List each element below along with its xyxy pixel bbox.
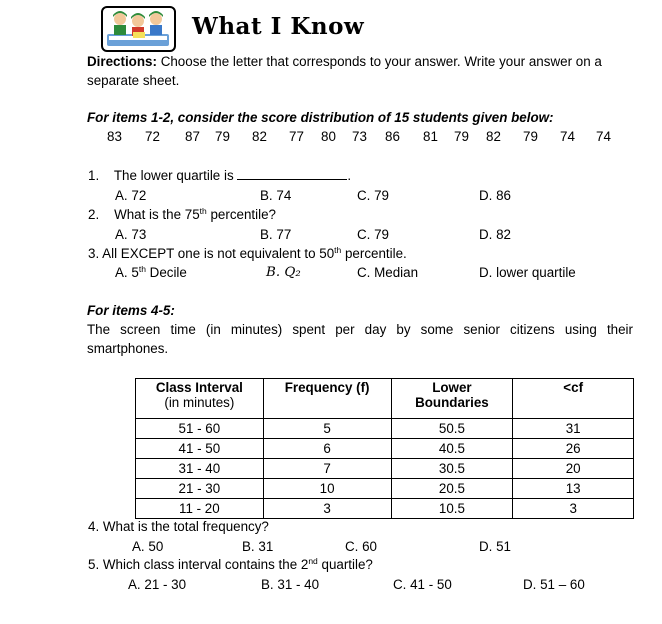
table-row xyxy=(136,439,634,459)
choice-4a: A. 50 xyxy=(132,539,164,554)
score-value: 86 xyxy=(385,129,400,144)
choice-2d: D. 82 xyxy=(479,227,512,242)
score-value: 80 xyxy=(321,129,336,144)
choice-2a: A. 73 xyxy=(115,227,147,242)
cell-cf: 26 xyxy=(513,439,634,459)
choice-2b: B. 77 xyxy=(260,227,292,242)
header-class-interval xyxy=(136,379,264,419)
score-value: 82 xyxy=(486,129,501,144)
question-stem-after: percentile. xyxy=(341,246,407,261)
cell-cf: 20 xyxy=(513,459,634,479)
choice-5b: B. 31 - 40 xyxy=(261,577,320,592)
items-4-5-heading: For items 4-5: xyxy=(87,303,175,318)
directions-text: Choose the letter that corresponds to your answer. Write your answer on a separate sheet. xyxy=(87,54,602,88)
choice-5c: C. 41 - 50 xyxy=(393,577,452,592)
ordinal-suffix: th xyxy=(199,206,207,216)
question-stem: The lower quartile is xyxy=(113,168,234,183)
score-value: 83 xyxy=(107,129,122,144)
question-3 xyxy=(88,246,407,261)
answer-blank xyxy=(237,168,347,180)
cell-class-interval: 11 - 20 xyxy=(136,499,264,519)
question-5 xyxy=(88,557,373,572)
score-value: 81 xyxy=(423,129,438,144)
score-value: 74 xyxy=(560,129,575,144)
cell-class-interval: 41 - 50 xyxy=(136,439,264,459)
header-subtext: (in minutes) xyxy=(164,395,235,410)
items-1-2-heading: For items 1-2, consider the score distribution of 15 students given below: xyxy=(87,110,554,125)
choice-3c: C. Median xyxy=(357,265,419,280)
score-value: 79 xyxy=(454,129,469,144)
items-4-5-text: The screen time (in minutes) spent per day by some senior citizens using their smartphones. xyxy=(87,322,633,356)
page-title: What I Know xyxy=(192,13,365,40)
header-text: Lower xyxy=(432,380,472,395)
question-4: 4. What is the total frequency? xyxy=(88,519,269,534)
choice-text: A. 5 xyxy=(115,265,139,280)
choice-3d: D. lower quartile xyxy=(479,265,576,280)
score-value: 79 xyxy=(215,129,230,144)
choice-1a: A. 72 xyxy=(115,188,147,203)
cell-cf: 31 xyxy=(513,419,634,439)
question-stem: What is the 75 xyxy=(114,207,200,222)
question-1 xyxy=(88,168,351,183)
choice-1c: C. 79 xyxy=(357,188,390,203)
cell-lower-boundary: 50.5 xyxy=(391,419,513,439)
table-header-row xyxy=(136,379,634,419)
cell-cf: 3 xyxy=(513,499,634,519)
choice-text-after: Decile xyxy=(145,265,187,280)
cell-lower-boundary: 40.5 xyxy=(391,439,513,459)
score-value: 77 xyxy=(289,129,304,144)
table-row xyxy=(136,459,634,479)
cell-lower-boundary: 10.5 xyxy=(391,499,513,519)
header-subtext: Boundaries xyxy=(415,395,489,410)
header-frequency xyxy=(263,379,391,419)
students-reading-icon xyxy=(101,6,176,52)
question-stem-after: quartile? xyxy=(317,557,373,572)
cell-lower-boundary: 20.5 xyxy=(391,479,513,499)
question-number: 3. xyxy=(88,246,100,261)
cell-cf: 13 xyxy=(513,479,634,499)
directions-label: Directions: xyxy=(87,54,157,69)
score-value: 87 xyxy=(185,129,200,144)
ordinal-suffix: nd xyxy=(308,556,318,566)
choice-5d: D. 51 – 60 xyxy=(523,577,585,592)
cell-class-interval: 21 - 30 xyxy=(136,479,264,499)
table-row xyxy=(136,479,634,499)
cell-class-interval: 51 - 60 xyxy=(136,419,264,439)
question-stem-after: percentile? xyxy=(206,207,276,222)
cell-frequency: 5 xyxy=(263,419,391,439)
cell-lower-boundary: 30.5 xyxy=(391,459,513,479)
score-value: 72 xyxy=(145,129,160,144)
header-text: Class Interval xyxy=(155,380,243,395)
choice-4b: B. 31 xyxy=(242,539,274,554)
choice-3b: B. Q₂ xyxy=(266,265,301,280)
cell-frequency: 3 xyxy=(263,499,391,519)
question-stem: 5. Which class interval contains the 2 xyxy=(88,557,309,572)
cell-frequency: 7 xyxy=(263,459,391,479)
score-value: 74 xyxy=(596,129,611,144)
choice-1d: D. 86 xyxy=(479,188,512,203)
cell-frequency: 6 xyxy=(263,439,391,459)
directions xyxy=(87,52,639,90)
header-text: <cf xyxy=(563,380,584,395)
ordinal-suffix: th xyxy=(138,264,146,274)
score-value: 73 xyxy=(352,129,367,144)
table-row xyxy=(136,419,634,439)
choice-3a xyxy=(115,265,187,280)
choice-5a: A. 21 - 30 xyxy=(128,577,187,592)
choice-4d: D. 51 xyxy=(479,539,512,554)
header-cf xyxy=(513,379,634,419)
cell-frequency: 10 xyxy=(263,479,391,499)
score-value: 82 xyxy=(252,129,267,144)
header-text: Frequency (f) xyxy=(284,380,370,395)
question-number: 2. xyxy=(88,207,100,222)
choice-1b: B. 74 xyxy=(260,188,292,203)
question-number: 1. xyxy=(88,168,100,183)
question-suffix: . xyxy=(347,168,352,183)
table-row xyxy=(136,499,634,519)
choice-4c: C. 60 xyxy=(345,539,378,554)
logo-illustration xyxy=(103,8,174,50)
frequency-table xyxy=(135,378,634,519)
ordinal-suffix: th xyxy=(334,245,342,255)
cell-class-interval: 31 - 40 xyxy=(136,459,264,479)
choice-2c: C. 79 xyxy=(357,227,390,242)
score-value: 79 xyxy=(523,129,538,144)
question-stem: All EXCEPT one is not equivalent to 50 xyxy=(102,246,335,261)
question-2 xyxy=(88,207,276,222)
header-lower-boundaries xyxy=(391,379,513,419)
